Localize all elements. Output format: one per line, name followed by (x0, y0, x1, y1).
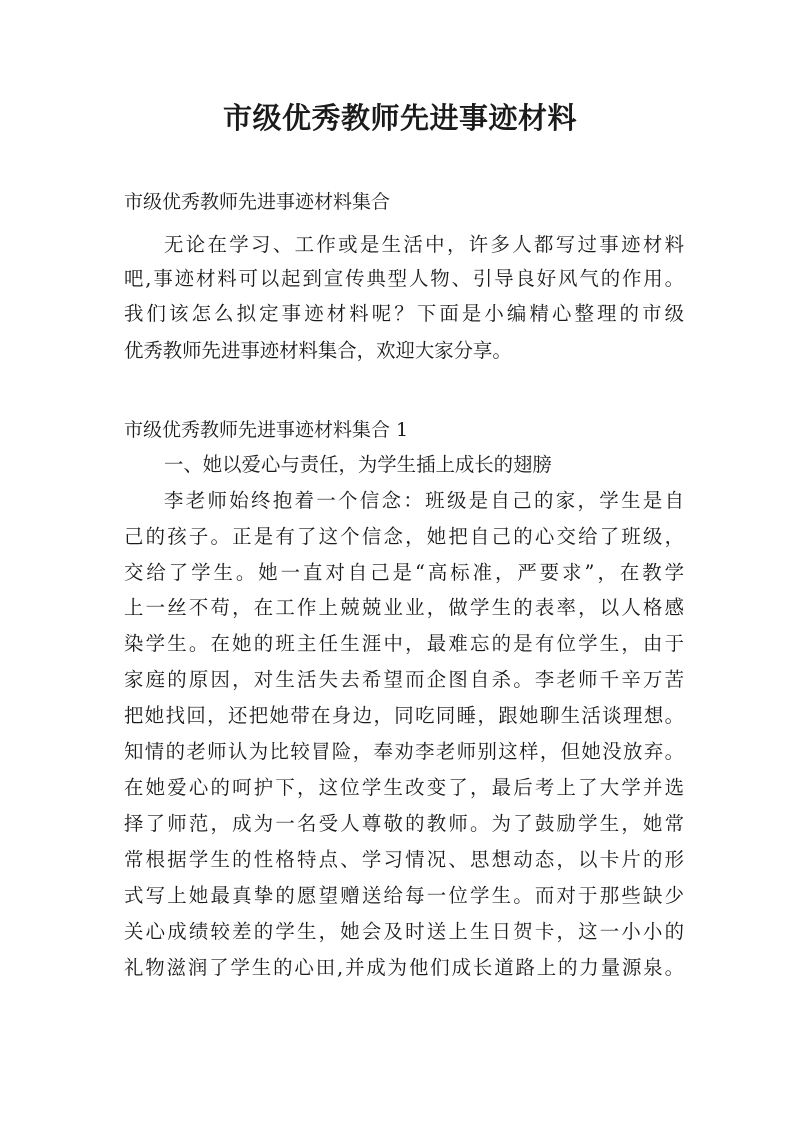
intro-line: 无论在学习、工作或是生活中，许多人都写过事迹材料 (164, 233, 684, 256)
intro-line: 优秀教师先进事迹材料集合，欢迎大家分享。 (124, 339, 512, 362)
body-line: 常根据学生的性格特点、学习情况、思想动态，以卡片的形 (124, 848, 684, 871)
body-line: 关心成绩较差的学生，她会及时送上生日贺卡，这一小小的 (124, 920, 684, 943)
body-line: 染学生。在她的班主任生涯中，最难忘的是有位学生，由于 (124, 632, 684, 655)
intro-line: 我们该怎么拟定事迹材料呢？下面是小编精心整理的市级 (124, 302, 684, 325)
intro-line: 吧,事迹材料可以起到宣传典型人物、引导良好风气的作用。 (124, 267, 684, 290)
section-heading: 市级优秀教师先进事迹材料集合 1 (124, 419, 409, 441)
body-line: 在她爱心的呵护下，这位学生改变了，最后考上了大学并选 (124, 776, 684, 799)
body-line: 把她找回，还把她带在身边，同吃同睡，跟她聊生活谈理想。 (124, 704, 684, 727)
body-line: 式写上她最真挚的愿望赠送给每一位学生。而对于那些缺少 (124, 884, 684, 907)
body-line: 知情的老师认为比较冒险，奉劝李老师别这样，但她没放弃。 (124, 740, 684, 763)
body-line: 交给了学生。她一直对自己是“高标准，严要求”，在教学 (124, 561, 684, 584)
body-line: 择了师范，成为一名受人尊敬的教师。为了鼓励学生，她常 (124, 812, 684, 835)
body-line: 礼物滋润了学生的心田,并成为他们成长道路上的力量源泉。 (124, 956, 684, 979)
subsection-heading: 一、她以爱心与责任，为学生插上成长的翅膀 (164, 453, 552, 476)
body-line: 己的孩子。正是有了这个信念，她把自己的心交给了班级， (124, 525, 684, 548)
body-line: 上一丝不苟，在工作上兢兢业业，做学生的表率，以人格感 (124, 596, 684, 619)
body-line: 家庭的原因，对生活失去希望而企图自杀。李老师千辛万苦 (124, 668, 684, 691)
intro-heading: 市级优秀教师先进事迹材料集合 (124, 191, 391, 213)
body-line: 李老师始终抱着一个信念：班级是自己的家，学生是自 (164, 489, 684, 512)
document-title: 市级优秀教师先进事迹材料 (222, 101, 577, 135)
